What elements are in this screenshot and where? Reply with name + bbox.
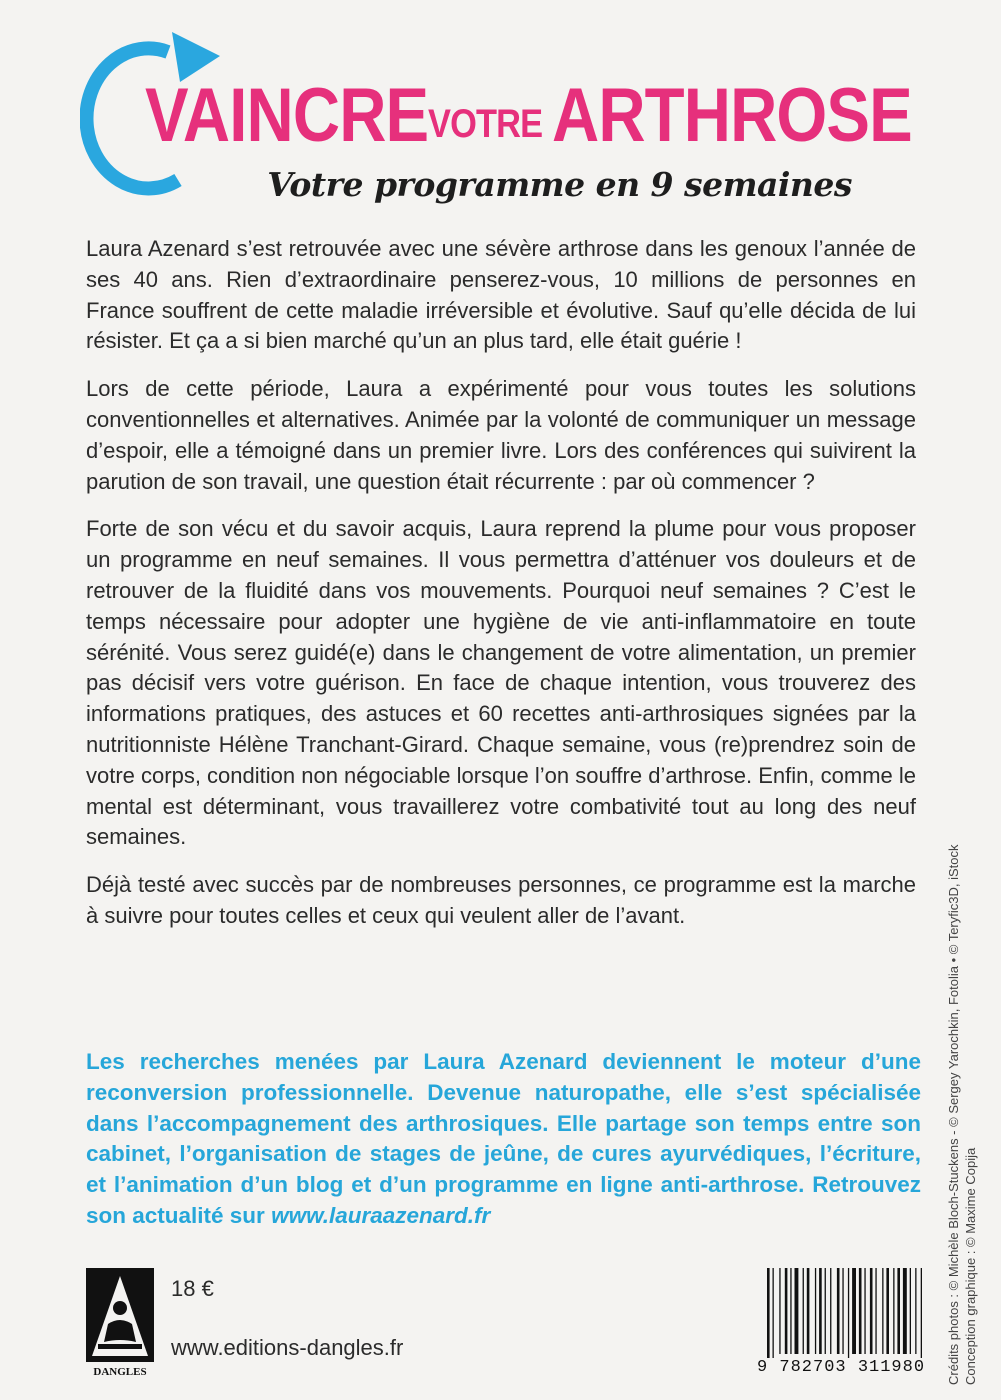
barcode-bar [773, 1268, 774, 1358]
publisher-website[interactable]: www.editions-dangles.fr [171, 1335, 404, 1360]
barcode-bar [815, 1268, 816, 1354]
barcode-bar [795, 1268, 799, 1354]
credits-line-2: Conception graphique : © Maxime Copija [963, 1147, 978, 1385]
barcode-bar [859, 1268, 862, 1354]
barcode-bar [852, 1268, 856, 1354]
barcode-bar [897, 1268, 900, 1354]
barcode-bar [903, 1268, 907, 1354]
barcode-bar [915, 1268, 916, 1354]
blurb [86, 234, 916, 949]
barcode-bar [886, 1268, 889, 1354]
barcode-bar [864, 1268, 865, 1354]
barcode-bar [803, 1268, 804, 1354]
title-word-votre: VOTRE [427, 102, 543, 146]
photo-credits [945, 825, 979, 1385]
barcode-bar [882, 1268, 883, 1354]
barcode [757, 1266, 929, 1380]
title-word-vaincre: VAINCRE [145, 73, 429, 158]
barcode-bar [910, 1268, 911, 1354]
barcode-bar [825, 1268, 826, 1354]
barcode-bar [921, 1268, 922, 1358]
author-bio [86, 1047, 921, 1232]
publisher-name: DANGLES [93, 1366, 147, 1378]
blurb-paragraph-1: Laura Azenard s’est retrouvée avec une sévère arthrose dans les genoux l’année de ses 40 ans. Rien d’extraordinaire penserez-vous, 10 millions de personnes en France souffrent de cette maladie irréversible et évolutive. Sauf qu’elle décida de lui résister. Et ça a si bien marché qu’un an plus tard, elle était guérie ! [86, 236, 916, 354]
barcode-bar [790, 1268, 791, 1354]
barcode-bar [767, 1268, 770, 1358]
barcode-bar [807, 1268, 810, 1354]
barcode-bar [779, 1268, 780, 1354]
barcode-bar [893, 1268, 894, 1354]
barcode-bar [785, 1268, 788, 1354]
isbn-number: 9 782703 311980 [757, 1358, 926, 1377]
barcode-bar [819, 1268, 822, 1354]
barcode-bar [837, 1268, 840, 1354]
credits-line-1: Crédits photos : © Michèle Bloch-Stuckens - © Sergey Yarochkin, Fotolia • © Teryfic3D, iStock [946, 844, 961, 1385]
book-subtitle: Votre programme en 9 semaines [267, 165, 852, 204]
publisher-logo [86, 1268, 154, 1378]
barcode-bar [870, 1268, 873, 1354]
blurb-paragraph-4: Déjà testé avec succès par de nombreuses personnes, ce programme est la marche à suivre pour toutes celles et ceux qui veulent aller de l’avant. [86, 872, 916, 928]
blurb-paragraph-2: Lors de cette période, Laura a expérimenté pour vous toutes les solutions conventionnelles et alternatives. Animée par la volonté de communiquer un message d’espoir, elle a témoigné dans un premier livre. Lors des conférences qui suivirent la parution de son travail, une question était récurrente : par où commencer ? [86, 376, 916, 494]
barcode-bars [757, 1266, 929, 1358]
blurb-paragraph-3: Forte de son vécu et du savoir acquis, Laura reprend la plume pour vous proposer un programme en neuf semaines. Il vous permettra d’atténuer vos douleurs et de retrouver de la fluidité dans vos mouvements. Pourquoi neuf semaines ? C’est le temps nécessaire pour adopter une hygiène de vie anti-inflammatoire en toute sérénité. Vous serez guidé(e) dans le changement de votre alimentation, un premier pas décisif vers votre guérison. En face de chaque intention, vous trouverez des informations pratiques, des astuces et 60 recettes anti-arthrosiques signées par la nutritionniste Hélène Tranchant-Girard. Chaque semaine, vous (re)prendrez soin de votre corps, condition non négociable lorsque l’on souffre d’arthrose. Enfin, comme le mental est déterminant, vous travaillerez votre combativité tout au long des neuf semaines. [86, 516, 916, 850]
price: 18 € [171, 1276, 214, 1301]
book-title [145, 72, 971, 162]
barcode-bar [875, 1268, 876, 1354]
barcode-bar [848, 1268, 849, 1358]
barcode-bar [830, 1268, 831, 1354]
author-bio-text: Les recherches menées par Laura Azenard deviennent le moteur d’une reconversion professionnelle. Devenue naturopathe, elle s’est spécialisée dans l’accompagnement des arthrosiques. Elle partage son temps entre son cabinet, l’organisation de stages de jeûne, de cures ayurvédiques, l’écriture, et l’animation d’un blog et d’un programme en ligne anti-arthrose. Retrouvez son actualité sur [86, 1049, 921, 1228]
title-word-arthrose: ARTHROSE [552, 73, 912, 158]
barcode-bar [842, 1268, 843, 1354]
author-website-link[interactable]: www.lauraazenard.fr [271, 1202, 491, 1228]
